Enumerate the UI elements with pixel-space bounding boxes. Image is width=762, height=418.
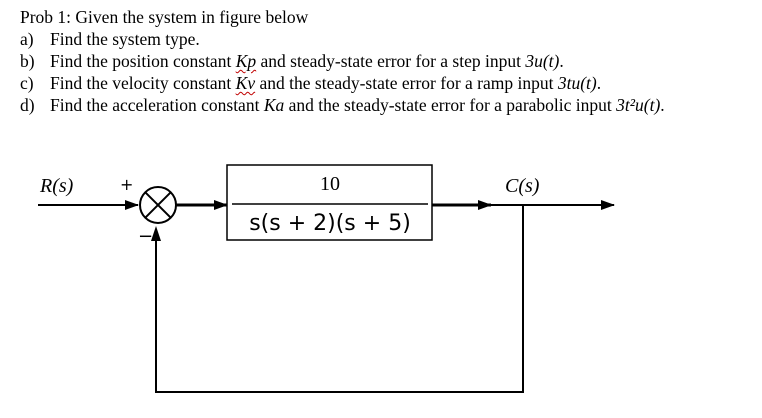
- question-text-segment: .: [559, 51, 564, 71]
- question-text-segment: and the steady-state error for a parabolic input: [284, 95, 617, 115]
- question-letter: d): [20, 95, 35, 115]
- question-text-segment: Find the system type.: [50, 29, 200, 49]
- tf-denominator: s(s + 2)(s + 5): [249, 211, 411, 236]
- tf-numerator: 10: [320, 173, 340, 195]
- math-expression: Kv: [235, 73, 256, 93]
- plus-sign: +: [120, 175, 134, 194]
- math-expression: 3tu(t): [557, 73, 597, 93]
- question-text-segment: Find the velocity constant: [50, 73, 236, 93]
- math-expression: Kp: [235, 51, 257, 71]
- question-text-segment: .: [596, 73, 602, 93]
- question-text-segment: and steady-state error for a step input: [256, 51, 526, 71]
- question-letter: b): [20, 51, 35, 71]
- question-letter: c): [20, 73, 34, 93]
- problem-title: Prob 1: Given the system in figure below: [20, 7, 309, 27]
- question-letter: a): [20, 29, 34, 49]
- summing-junction: [140, 187, 176, 223]
- question-text-segment: Find the position constant: [50, 51, 236, 71]
- question-text-segment: and the steady-state error for a ramp input: [255, 73, 558, 93]
- input-label: R(s): [40, 175, 74, 197]
- output-label: C(s): [505, 175, 540, 197]
- math-expression: Ka: [263, 95, 285, 115]
- math-expression: 3u(t): [525, 51, 560, 71]
- question-text-segment: Find the acceleration constant: [50, 95, 264, 115]
- minus-sign: −: [138, 226, 154, 247]
- question-text-segment: .: [660, 95, 665, 115]
- math-expression: 3t²u(t): [616, 95, 661, 115]
